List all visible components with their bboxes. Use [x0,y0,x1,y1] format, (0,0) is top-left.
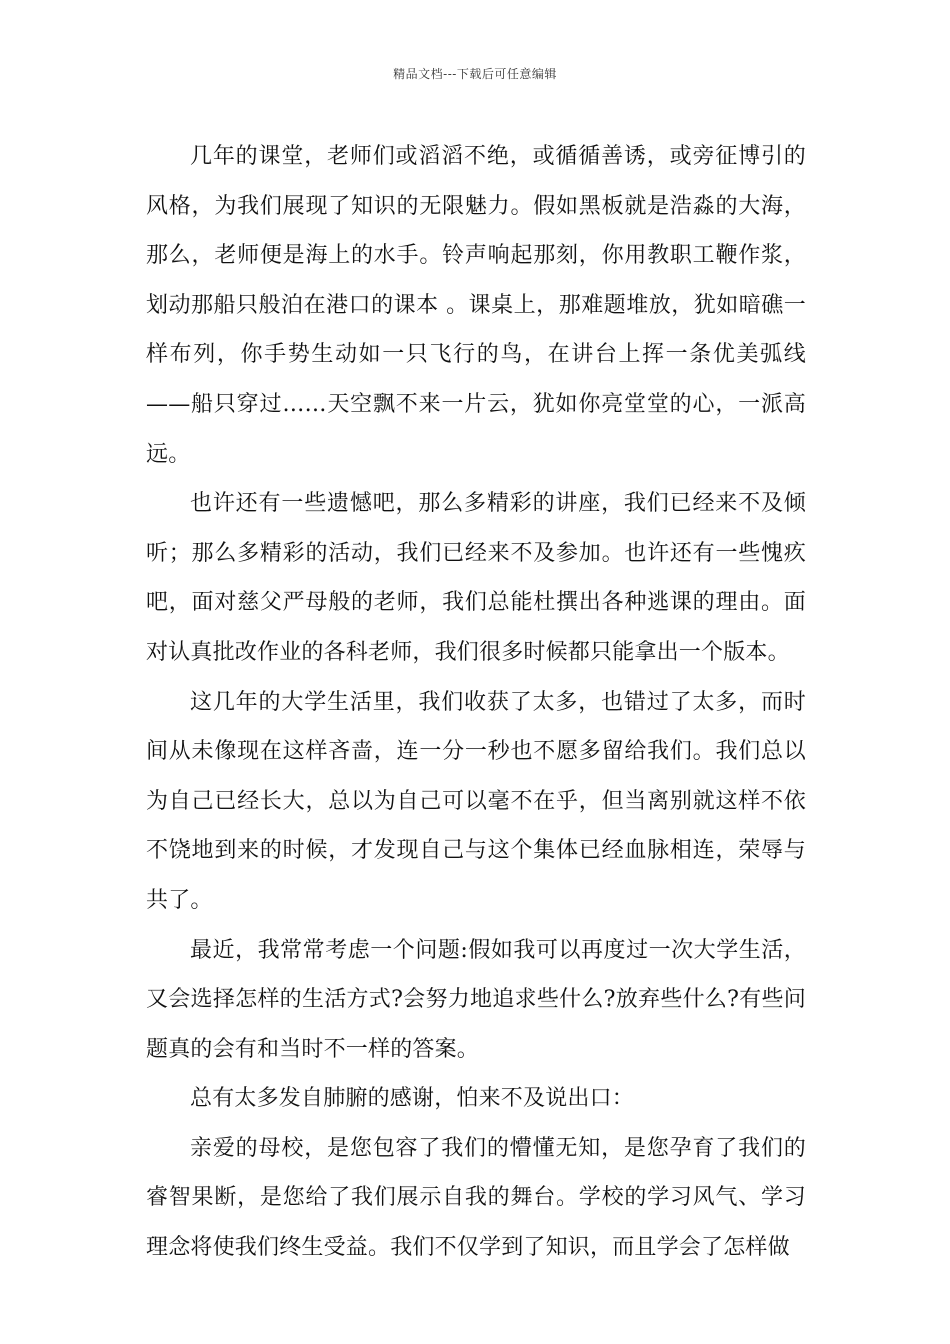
paragraph-3: 这几年的大学生活里，我们收获了太多，也错过了太多，而时间从未像现在这样吝啬，连一分一秒也不愿多留给我们。我们总以为自己已经长大，总以为自己可以毫不在乎，但当离别就这样不依不饶地到来的时候，才发现自己与这个集体已经血脉相连，荣辱与共了。 [146,689,806,913]
paragraph-5: 总有太多发自肺腑的感谢，怕来不及说出口： [190,1086,635,1112]
document-body [146,132,806,1273]
paragraph-1: 几年的课堂，老师们或滔滔不绝，或循循善诱，或旁征博引的风格，为我们展现了知识的无限魅力。假如黑板就是浩淼的大海，那么，老师便是海上的水手。铃声响起那刻，你用教职工鞭作浆，划动那船只般泊在港口的课本 。课桌上，那难题堆放，犹如暗礁一样布列，你手势生动如一只飞行的鸟，在讲台上挥一条优美弧线——船只穿过……天空飘不来一片云，犹如你亮堂堂的心，一派高远。 [146,144,806,467]
page-header: 精品文档---下载后可任意编辑 [393,67,557,81]
paragraph-4: 最近，我常常考虑一个问题:假如我可以再度过一次大学生活，又会选择怎样的生活方式?会努力地追求些什么?放弃些什么?有些问题真的会有和当时不一样的答案。 [146,937,806,1062]
paragraph-6: 亲爱的母校，是您包容了我们的懵懂无知，是您孕育了我们的睿智果断，是您给了我们展示自我的舞台。学校的学习风气、学习理念将使我们终生受益。我们不仅学到了知识，而且学会了怎样做 [146,1135,806,1261]
paragraph-2: 也许还有一些遗憾吧，那么多精彩的讲座，我们已经来不及倾听；那么多精彩的活动，我们已经来不及参加。也许还有一些愧疚吧，面对慈父严母般的老师，我们总能杜撰出各种逃课的理由。面对认真批改作业的各科老师，我们很多时候都只能拿出一个版本。 [146,491,806,665]
